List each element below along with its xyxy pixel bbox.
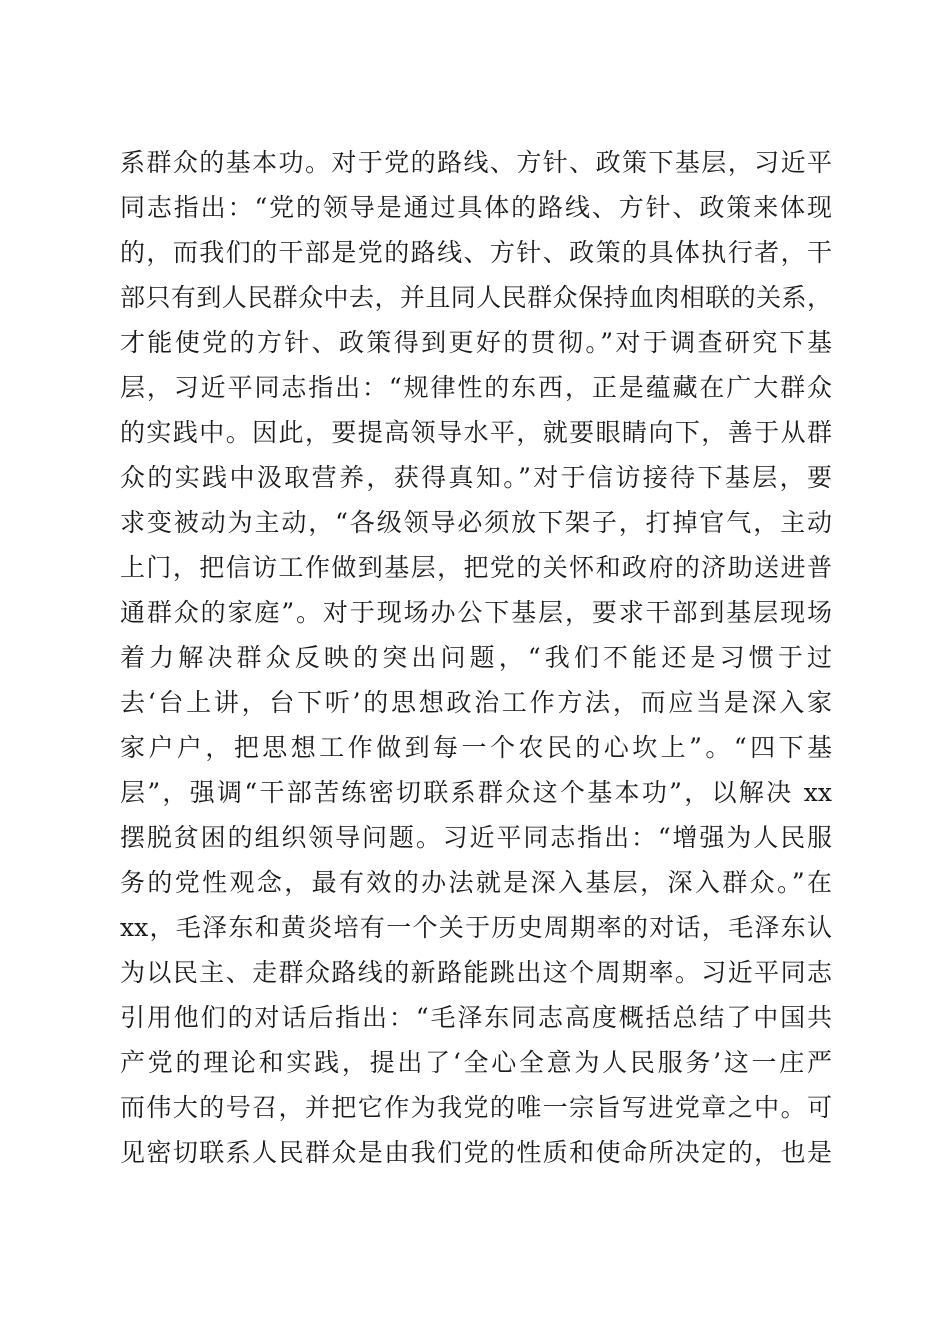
text-line: 的实践中。因此，要提高领导水平，就要眼睛向下，善于从群 (120, 418, 832, 447)
text-line: 的，而我们的干部是党的路线、方针、政策的具体执行者，干 (120, 238, 832, 267)
text-line: 着力解决群众反映的突出问题，“我们不能还是习惯于过 (120, 643, 832, 672)
text-line: 摆脱贫困的组织领导问题。习近平同志指出：“增强为人民服 (120, 823, 832, 852)
text-line: 见密切联系人民群众是由我们党的性质和使命所决定的，也是 (120, 1138, 832, 1167)
text-line: 务的党性观念，最有效的办法就是深入基层，深入群众。”在 (120, 868, 832, 897)
text-line: 而伟大的号召，并把它作为我党的唯一宗旨写进党章之中。可 (120, 1093, 832, 1122)
text-line: 产党的理论和实践，提出了‘全心全意为人民服务’这一庄严 (120, 1048, 832, 1077)
text-line: 部只有到人民群众中去，并且同人民群众保持血肉相联的关系， (120, 283, 832, 312)
text-line: 系群众的基本功。对于党的路线、方针、政策下基层，习近平 (120, 148, 832, 177)
text-line: 求变被动为主动，“各级领导必须放下架子，打掉官气，主动 (120, 508, 832, 537)
text-line: 通群众的家庭”。对于现场办公下基层，要求干部到基层现场 (120, 598, 832, 627)
text-line: 层，习近平同志指出：“规律性的东西，正是蕴藏在广大群众 (120, 373, 832, 402)
body-paragraph (120, 140, 832, 1175)
text-line: 去‘台上讲，台下听’的思想政治工作方法，而应当是深入家 (120, 688, 832, 717)
text-line: 上门，把信访工作做到基层，把党的关怀和政府的济助送进普 (120, 553, 832, 582)
text-line: 才能使党的方针、政策得到更好的贯彻。”对于调查研究下基 (120, 328, 832, 357)
text-line: 众的实践中汲取营养，获得真知。”对于信访接待下基层，要 (120, 463, 832, 492)
text-line: 引用他们的对话后指出：“毛泽东同志高度概括总结了中国共 (120, 1003, 832, 1032)
text-line: xx，毛泽东和黄炎培有一个关于历史周期率的对话，毛泽东认 (120, 913, 832, 942)
text-line: 层”，强调“干部苦练密切联系群众这个基本功”，以解决 xx (120, 778, 832, 807)
text-line: 家户户，把思想工作做到每一个农民的心坎上”。“四下基 (120, 733, 832, 762)
text-line: 同志指出：“党的领导是通过具体的路线、方针、政策来体现 (120, 193, 832, 222)
text-line: 为以民主、走群众路线的新路能跳出这个周期率。习近平同志 (120, 958, 832, 987)
